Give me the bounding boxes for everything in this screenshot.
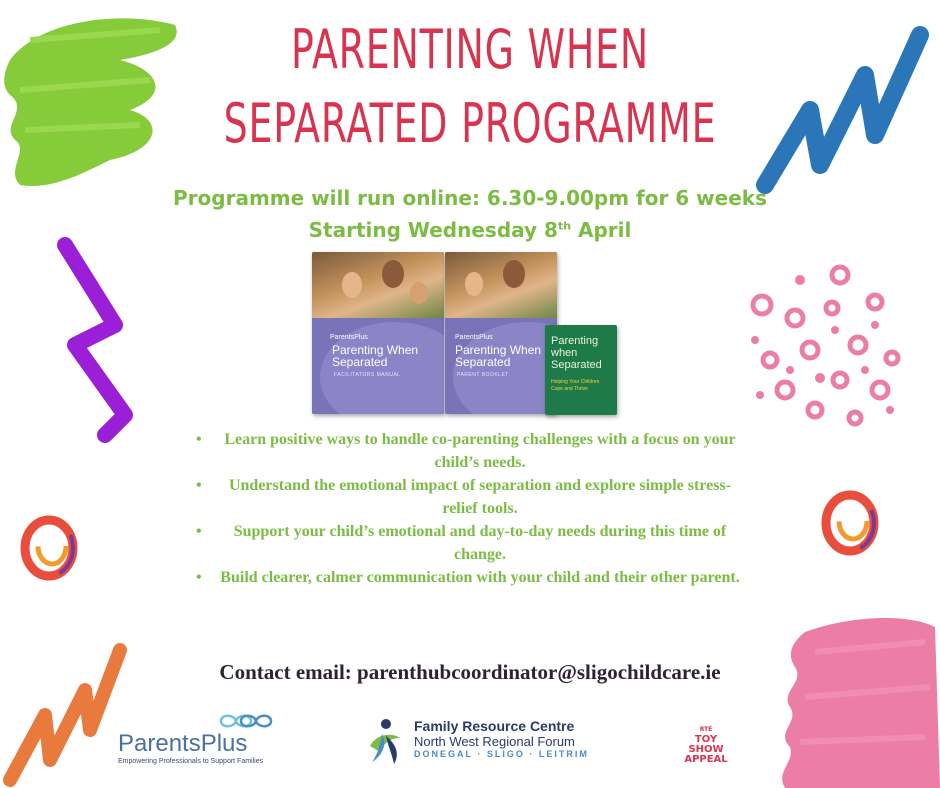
schedule-text: Programme will run online: 6.30-9.00pm for 6 weeks xyxy=(173,186,767,210)
list-item xyxy=(180,566,740,589)
booklet-title-1: Parenting When xyxy=(455,343,542,357)
start-date-text xyxy=(0,218,940,242)
frc-figure-icon xyxy=(362,716,406,766)
green-book xyxy=(545,325,617,415)
start-date-suffix: th xyxy=(557,219,572,233)
booklet-brand: ParentsPlus xyxy=(455,334,493,341)
toy-show-line-2: SHOW xyxy=(688,744,724,755)
list-item xyxy=(180,520,740,566)
parent-booklet-book xyxy=(445,252,557,414)
manual-label: FACILITATORS MANUAL xyxy=(334,372,401,378)
green-book-title-1: Parenting xyxy=(551,335,599,347)
pink-paint-blob xyxy=(775,612,940,788)
facilitators-manual-book xyxy=(312,252,444,414)
list-item xyxy=(180,428,740,474)
frc-line-1: Family Resource Centre xyxy=(414,718,575,734)
toy-show-line-0: RTÉ xyxy=(699,726,713,733)
bullet-symbol: • xyxy=(196,477,202,494)
start-date-prefix: Starting Wednesday 8 xyxy=(308,218,558,242)
toy-show-appeal-logo xyxy=(676,725,736,765)
bullet-text: Support your child’s emotional and day-to-day needs during this time of change. xyxy=(233,523,727,563)
bullet-text: Learn positive ways to handle co-parenting challenges with a focus on your child’s needs. xyxy=(224,431,736,471)
contact-email[interactable]: Contact email: parenthubcoordinator@sligochildcare.ie xyxy=(219,660,721,684)
orange-zigzag xyxy=(0,620,130,788)
parentsplus-logo xyxy=(118,730,263,765)
green-book-title-3: Separated xyxy=(551,359,602,371)
bullet-symbol: • xyxy=(196,523,202,540)
toy-show-line-1: TOY xyxy=(694,734,718,745)
benefits-list xyxy=(180,428,740,589)
list-item xyxy=(180,474,740,520)
infinity-loops-icon xyxy=(216,712,276,730)
frc-line-2: North West Regional Forum xyxy=(414,734,575,749)
start-date-month: April xyxy=(571,218,632,242)
page-title-line-2: SEPARATED PROGRAMME xyxy=(223,92,717,155)
green-book-sub-2: Cope and Thrive xyxy=(551,386,588,392)
bullet-symbol: • xyxy=(196,569,202,586)
manual-brand: ParentsPlus xyxy=(330,334,368,341)
orange-swirl-logo-left xyxy=(14,510,84,585)
green-book-sub-1: Helping Your Children xyxy=(551,379,600,385)
toy-show-line-3: APPEAL xyxy=(684,754,728,765)
purple-zigzag xyxy=(45,235,145,450)
booklet-title-2: Separated xyxy=(455,355,511,369)
manual-title-1: Parenting When xyxy=(332,343,419,357)
bullet-text: Understand the emotional impact of separation and explore simple stress-relief tools. xyxy=(228,477,732,517)
pink-dots xyxy=(740,260,910,430)
parentsplus-tagline: Empowering Professionals to Support Families xyxy=(118,758,264,765)
frc-line-3: DONEGAL · SLIGO · LEITRIM xyxy=(414,749,589,759)
orange-swirl-logo-right xyxy=(815,485,885,560)
green-book-title-2: when xyxy=(551,347,578,359)
bullet-text: Build clearer, calmer communication with your child and their other parent. xyxy=(220,569,740,586)
manual-title-2: Separated xyxy=(332,355,388,369)
parentsplus-name: ParentsPlus xyxy=(118,730,248,757)
booklet-label: PARENT BOOKLET xyxy=(457,372,509,378)
page-title-line-1: PARENTING WHEN xyxy=(291,18,649,81)
bullet-symbol: • xyxy=(196,431,202,448)
